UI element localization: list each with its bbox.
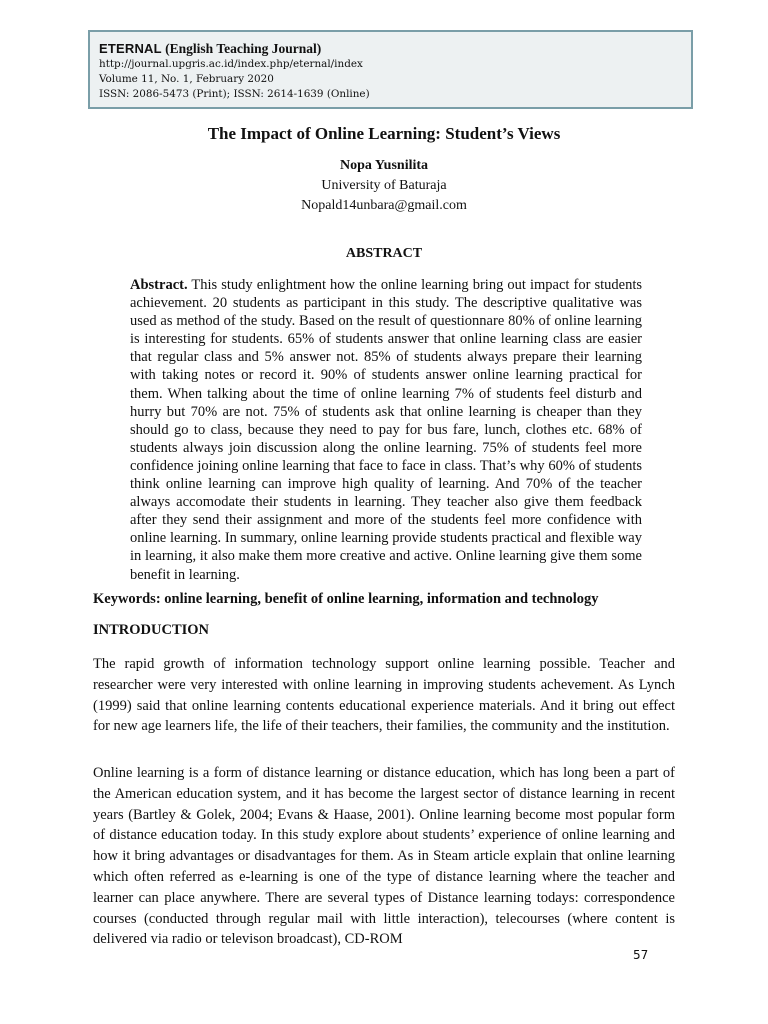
abstract-text: This study enlightment how the online learning bring out impact for students achievement. 20 students as participant in this study. The descriptive qualitative was used as method of the study. Based on the result of questionnare 80% of online learning is interesting for students. 65% of students answer that online learning class are easier that regular class and 5% answer not. 85% of students always prepare their learning with taking notes or record it. 90% of students answer online learning practical for them. When talking about the time of online learning 7% of students feel disturb and hurry but 70% are not. 75% of students ask that online learning is cheaper than they should go to class, because they need to pay for bus fare, lunch, clothes etc. 68% of students always join discussion along the online learning. 75% of students feel more confidence joining online learning that face to face in class. That’s why 60% of students think online learning can improve high quality of learning. And 70% of the teacher always accomodate their students in learning. They teacher also give them feedback after they send their assignment and more of the students feel more confidence with online learning. In summary, online learning provide students practical and flexible way in learning, it also make them more creative and active. Online learning give them some benefit in learning. <box>130 277 642 583</box>
journal-url[interactable]: http://journal.upgris.ac.id/index.php/eternal/index <box>99 58 363 70</box>
paper-title: The Impact of Online Learning: Student’s Views <box>207 124 561 143</box>
journal-title <box>99 40 682 57</box>
journal-name: (English Teaching Journal) <box>165 41 322 56</box>
author-affiliation: University of Baturaja <box>321 178 447 193</box>
author-name: Nopa Yusnilita <box>339 158 429 173</box>
intro-paragraph-2: Online learning is a form of distance learning or distance education, which has long been a part of the American education system, and it has become the largest sector of distance learning in recent years (Bartley & Golek, 2004; Evans & Haase, 2001). Online learning become most popular form of distance education today. In this study explore about students’ experience of online learning and how it bring advantages or disadvantages for them. As in Steam article explain that online learning which often referred as e-learning is one of the type of distance learning where the teacher and learner can place anywhere. There are several types of Distance learning todays: correspondence courses (conducted through regular mail with little interaction), telecourses (where content is delivered via radio or televison broadcast), CD-ROM <box>93 765 675 948</box>
journal-header-box <box>88 30 693 109</box>
intro-paragraph-1: The rapid growth of information technology support online learning possible. Teacher and researcher were very interested with online learning in improving students achevement. As Lynch (1999) said that online learning contents educational experience materials. And it bring out effect for new age learners life, the life of their teachers, their families, the community and the institution. <box>93 656 675 735</box>
page-number: 57 <box>633 948 649 962</box>
keywords: Keywords: online learning, benefit of online learning, information and technology <box>93 591 599 607</box>
author-email[interactable]: Nopald14unbara@gmail.com <box>301 198 467 213</box>
journal-issn: ISSN: 2086-5473 (Print); ISSN: 2614-1639 (Online) <box>99 88 370 100</box>
abstract-label: Abstract. <box>130 277 188 293</box>
journal-volume: Volume 11, No. 1, February 2020 <box>99 73 274 85</box>
introduction-heading: INTRODUCTION <box>93 622 210 638</box>
abstract-heading: ABSTRACT <box>345 246 423 261</box>
journal-acronym: ETERNAL <box>99 41 162 56</box>
abstract-body <box>130 276 642 584</box>
